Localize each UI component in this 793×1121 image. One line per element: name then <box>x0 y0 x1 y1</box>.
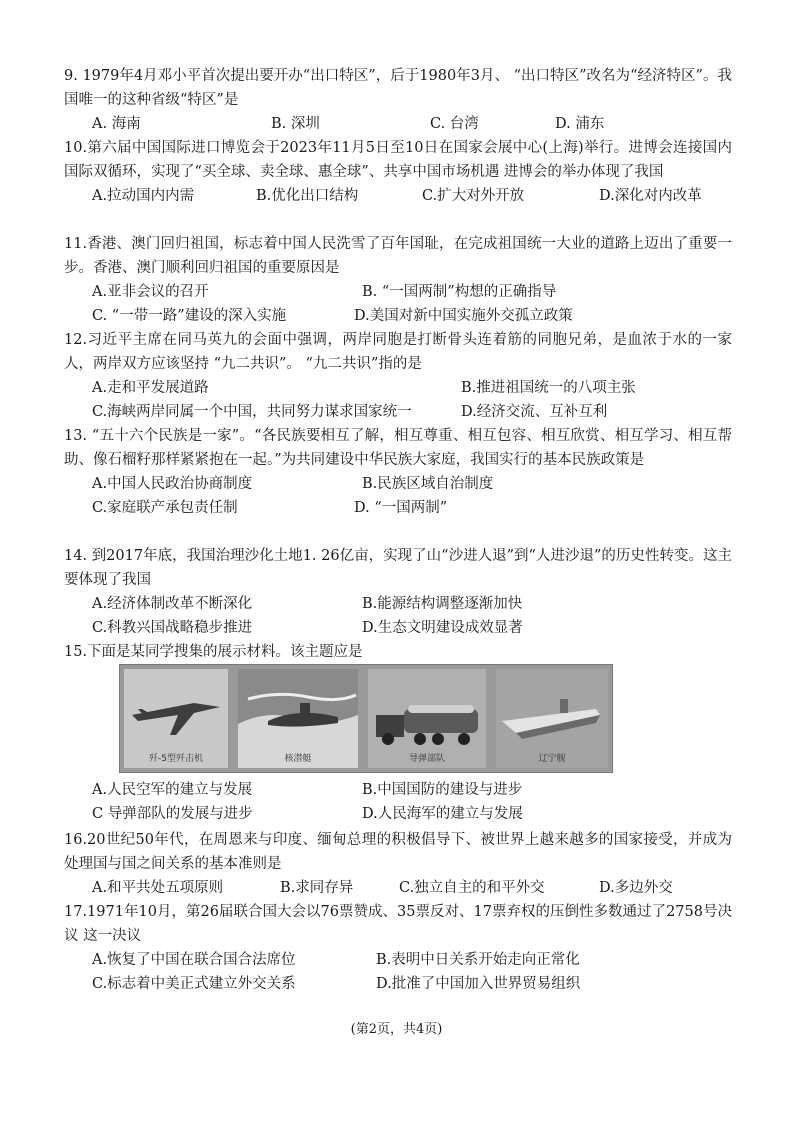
option-c: C.海峡两岸同属一个中国，共同努力谋求国家统一 <box>92 404 412 420</box>
option-d: D.人民海军的建立与发展 <box>362 806 523 822</box>
question-stem: 13. “五十六个民族是一家”。“各民族要相互了解，相互尊重、相互包容、相互欣赏、相互学习、相互帮助、像石榴籽那样紧紧抱在一起。”为共同建设中华民族大家庭，我国实行的基本民族政策是 <box>64 428 732 468</box>
options-row <box>64 778 732 802</box>
photo-submarine <box>238 669 358 768</box>
option-a: A.中国人民政治协商制度 <box>92 476 253 492</box>
option-a: A.和平共处五项原则 <box>92 880 224 896</box>
question-15-options <box>64 778 732 826</box>
option-d: D.美国对新中国实施外交孤立政策 <box>354 308 573 324</box>
question-stem: 12.习近平主席在同马英九的会面中强调，两岸同胞是打断骨头连着筋的同胞兄弟，是血浓于水的一家人，两岸双方应该坚持 “九二共识”。 “九二共识”指的是 <box>64 332 732 372</box>
option-a: A. 海南 <box>92 116 141 132</box>
options-row <box>64 876 732 900</box>
photo-caption: 歼-5型歼击机 <box>149 754 203 764</box>
option-d: D.多边外交 <box>599 880 673 896</box>
option-a: A.走和平发展道路 <box>92 380 209 396</box>
options-row <box>64 972 732 996</box>
option-c: C.科教兴国战略稳步推进 <box>92 620 253 636</box>
options-row <box>64 472 732 496</box>
option-b: B.民族区域自治制度 <box>362 476 494 492</box>
option-a: A.人民空军的建立与发展 <box>92 782 253 798</box>
option-a: A.恢复了中国在联合国合法席位 <box>92 952 296 968</box>
photo-missile-unit <box>368 669 486 768</box>
question-10 <box>64 136 732 208</box>
question-stem: 17.1971年10月，第26届联合国大会以76票赞成、35票反对、17票弃权的压倒性多数通过了2758号决议 这一决议 <box>64 904 732 944</box>
option-c: C 导弹部队的发展与进步 <box>92 806 253 822</box>
option-d: D.批准了中国加入世界贸易组织 <box>376 976 581 992</box>
option-a: A.经济体制改革不断深化 <box>92 596 253 612</box>
options-row <box>64 802 732 826</box>
option-c: C. “一带一路”建设的深入实施 <box>92 308 287 324</box>
options-row <box>64 616 732 640</box>
option-a: A.拉动国内内需 <box>92 188 195 204</box>
option-b: B.求同存异 <box>280 880 354 896</box>
options-row <box>64 112 732 136</box>
photo-caption: 核潜艇 <box>284 754 312 764</box>
question-12 <box>64 328 732 424</box>
options-row <box>64 280 732 304</box>
question-17 <box>64 900 732 996</box>
option-d: D.生态文明建设成效显著 <box>362 620 523 636</box>
question-15 <box>64 640 732 664</box>
photo-caption: 辽宁舰 <box>538 754 566 764</box>
question-14 <box>64 544 732 640</box>
option-d: D. 浦东 <box>555 116 605 132</box>
photo-aircraft-carrier <box>496 669 608 768</box>
options-row <box>64 400 732 424</box>
option-d: D.经济交流、互补互利 <box>461 404 608 420</box>
question-13 <box>64 424 732 520</box>
options-row <box>64 304 732 328</box>
options-row <box>64 496 732 520</box>
photo-caption: 导弹部队 <box>408 754 445 764</box>
question-11 <box>64 232 732 328</box>
option-b: B.能源结构调整逐渐加快 <box>362 596 523 612</box>
options-row <box>64 184 732 208</box>
question-stem: 15.下面是某同学搜集的展示材料。该主题应是 <box>64 644 363 660</box>
question-stem: 9. 1979年4月邓小平首次提出要开办“出口特区”，后于1980年3月、 “出口特区”改名为“经济特区”。我国唯一的这种省级“特区”是 <box>64 68 732 108</box>
option-b: B.优化出口结构 <box>256 188 359 204</box>
option-c: C.独立自主的和平外交 <box>399 880 545 896</box>
option-b: B. 深圳 <box>271 116 320 132</box>
option-b: B.表明中日关系开始走向正常化 <box>376 952 580 968</box>
option-a: A.亚非会议的召开 <box>92 284 209 300</box>
question-stem: 10.第六届中国国际进口博览会于2023年11月5日至10日在国家会展中心(上海)举行。进博会连接国内国际双循环，实现了“买全球、卖全球、惠全球”、共享中国市场机遇 进博会的举办体现了我国 <box>64 140 732 180</box>
options-row <box>64 376 732 400</box>
option-b: B.推进祖国统一的八项主张 <box>461 380 636 396</box>
exhibit-photos <box>119 664 613 773</box>
option-c: C.标志着中美正式建立外交关系 <box>92 976 296 992</box>
question-stem: 11.香港、澳门回归祖国，标志着中国人民洗雪了百年国耻，在完成祖国统一大业的道路上迈出了重要一步。香港、澳门顺利回归祖国的重要原因是 <box>64 236 732 276</box>
question-stem: 16.20世纪50年代，在周恩来与印度、缅甸总理的积极倡导下、被世界上越来越多的国家接受，并成为处理国与国之间关系的基本准则是 <box>64 832 732 872</box>
question-stem: 14. 到2017年底，我国治理沙化土地1. 26亿亩，实现了山“沙进人退”到“人进沙退”的历史性转变。这主要体现了我国 <box>64 548 732 588</box>
options-row <box>64 948 732 972</box>
option-c: C.家庭联产承包责任制 <box>92 500 238 516</box>
option-d: D.深化对内改革 <box>599 188 702 204</box>
question-9 <box>64 64 732 136</box>
question-16 <box>64 828 732 900</box>
page-number-footer: (第2页，共4页) <box>350 1022 443 1037</box>
option-c: C. 台湾 <box>430 116 479 132</box>
option-b: B.中国国防的建设与进步 <box>362 782 523 798</box>
option-c: C.扩大对外开放 <box>422 188 525 204</box>
option-b: B. “一国两制”构想的正确指导 <box>362 284 557 300</box>
option-d: D. “一国两制” <box>354 500 448 516</box>
options-row <box>64 592 732 616</box>
photo-fighter-jet <box>124 669 228 768</box>
